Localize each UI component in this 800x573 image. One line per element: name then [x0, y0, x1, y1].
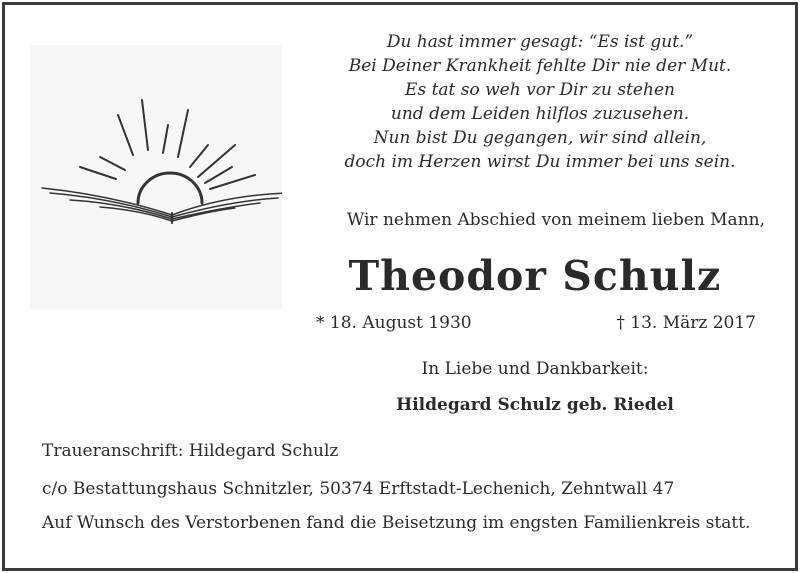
poem-line: doch im Herzen wirst Du immer bei uns sein. — [344, 152, 736, 172]
sunrise-over-book-icon — [30, 45, 282, 310]
birth-date: * 18. August 1930 — [316, 313, 472, 333]
farewell-intro: Wir nehmen Abschied von meinem lieben Mann, — [346, 210, 765, 230]
thanks-line: In Liebe und Dankbarkeit: — [421, 359, 649, 379]
deceased-name: Theodor Schulz — [348, 252, 722, 300]
death-date: † 13. März 2017 — [616, 313, 756, 333]
poem-line: Nun bist Du gegangen, wir sind allein, — [373, 128, 707, 148]
poem-line: und dem Leiden hilflos zuzusehen. — [390, 104, 690, 124]
poem-line: Es tat so weh vor Dir zu stehen — [405, 80, 675, 100]
funeral-home-address: c/o Bestattungshaus Schnitzler, 50374 Erftstadt-Lechenich, Zehntwall 47 — [42, 479, 675, 499]
poem — [300, 30, 780, 174]
poem-line: Du hast immer gesagt: “Es ist gut.” — [386, 32, 694, 52]
mourning-address: Traueranschrift: Hildegard Schulz — [42, 441, 339, 461]
poem-line: Bei Deiner Krankheit fehlte Dir nie der Mut. — [348, 56, 732, 76]
burial-note: Auf Wunsch des Verstorbenen fand die Beisetzung im engsten Familienkreis statt. — [42, 513, 751, 533]
mourner-name: Hildegard Schulz geb. Riedel — [396, 395, 674, 415]
